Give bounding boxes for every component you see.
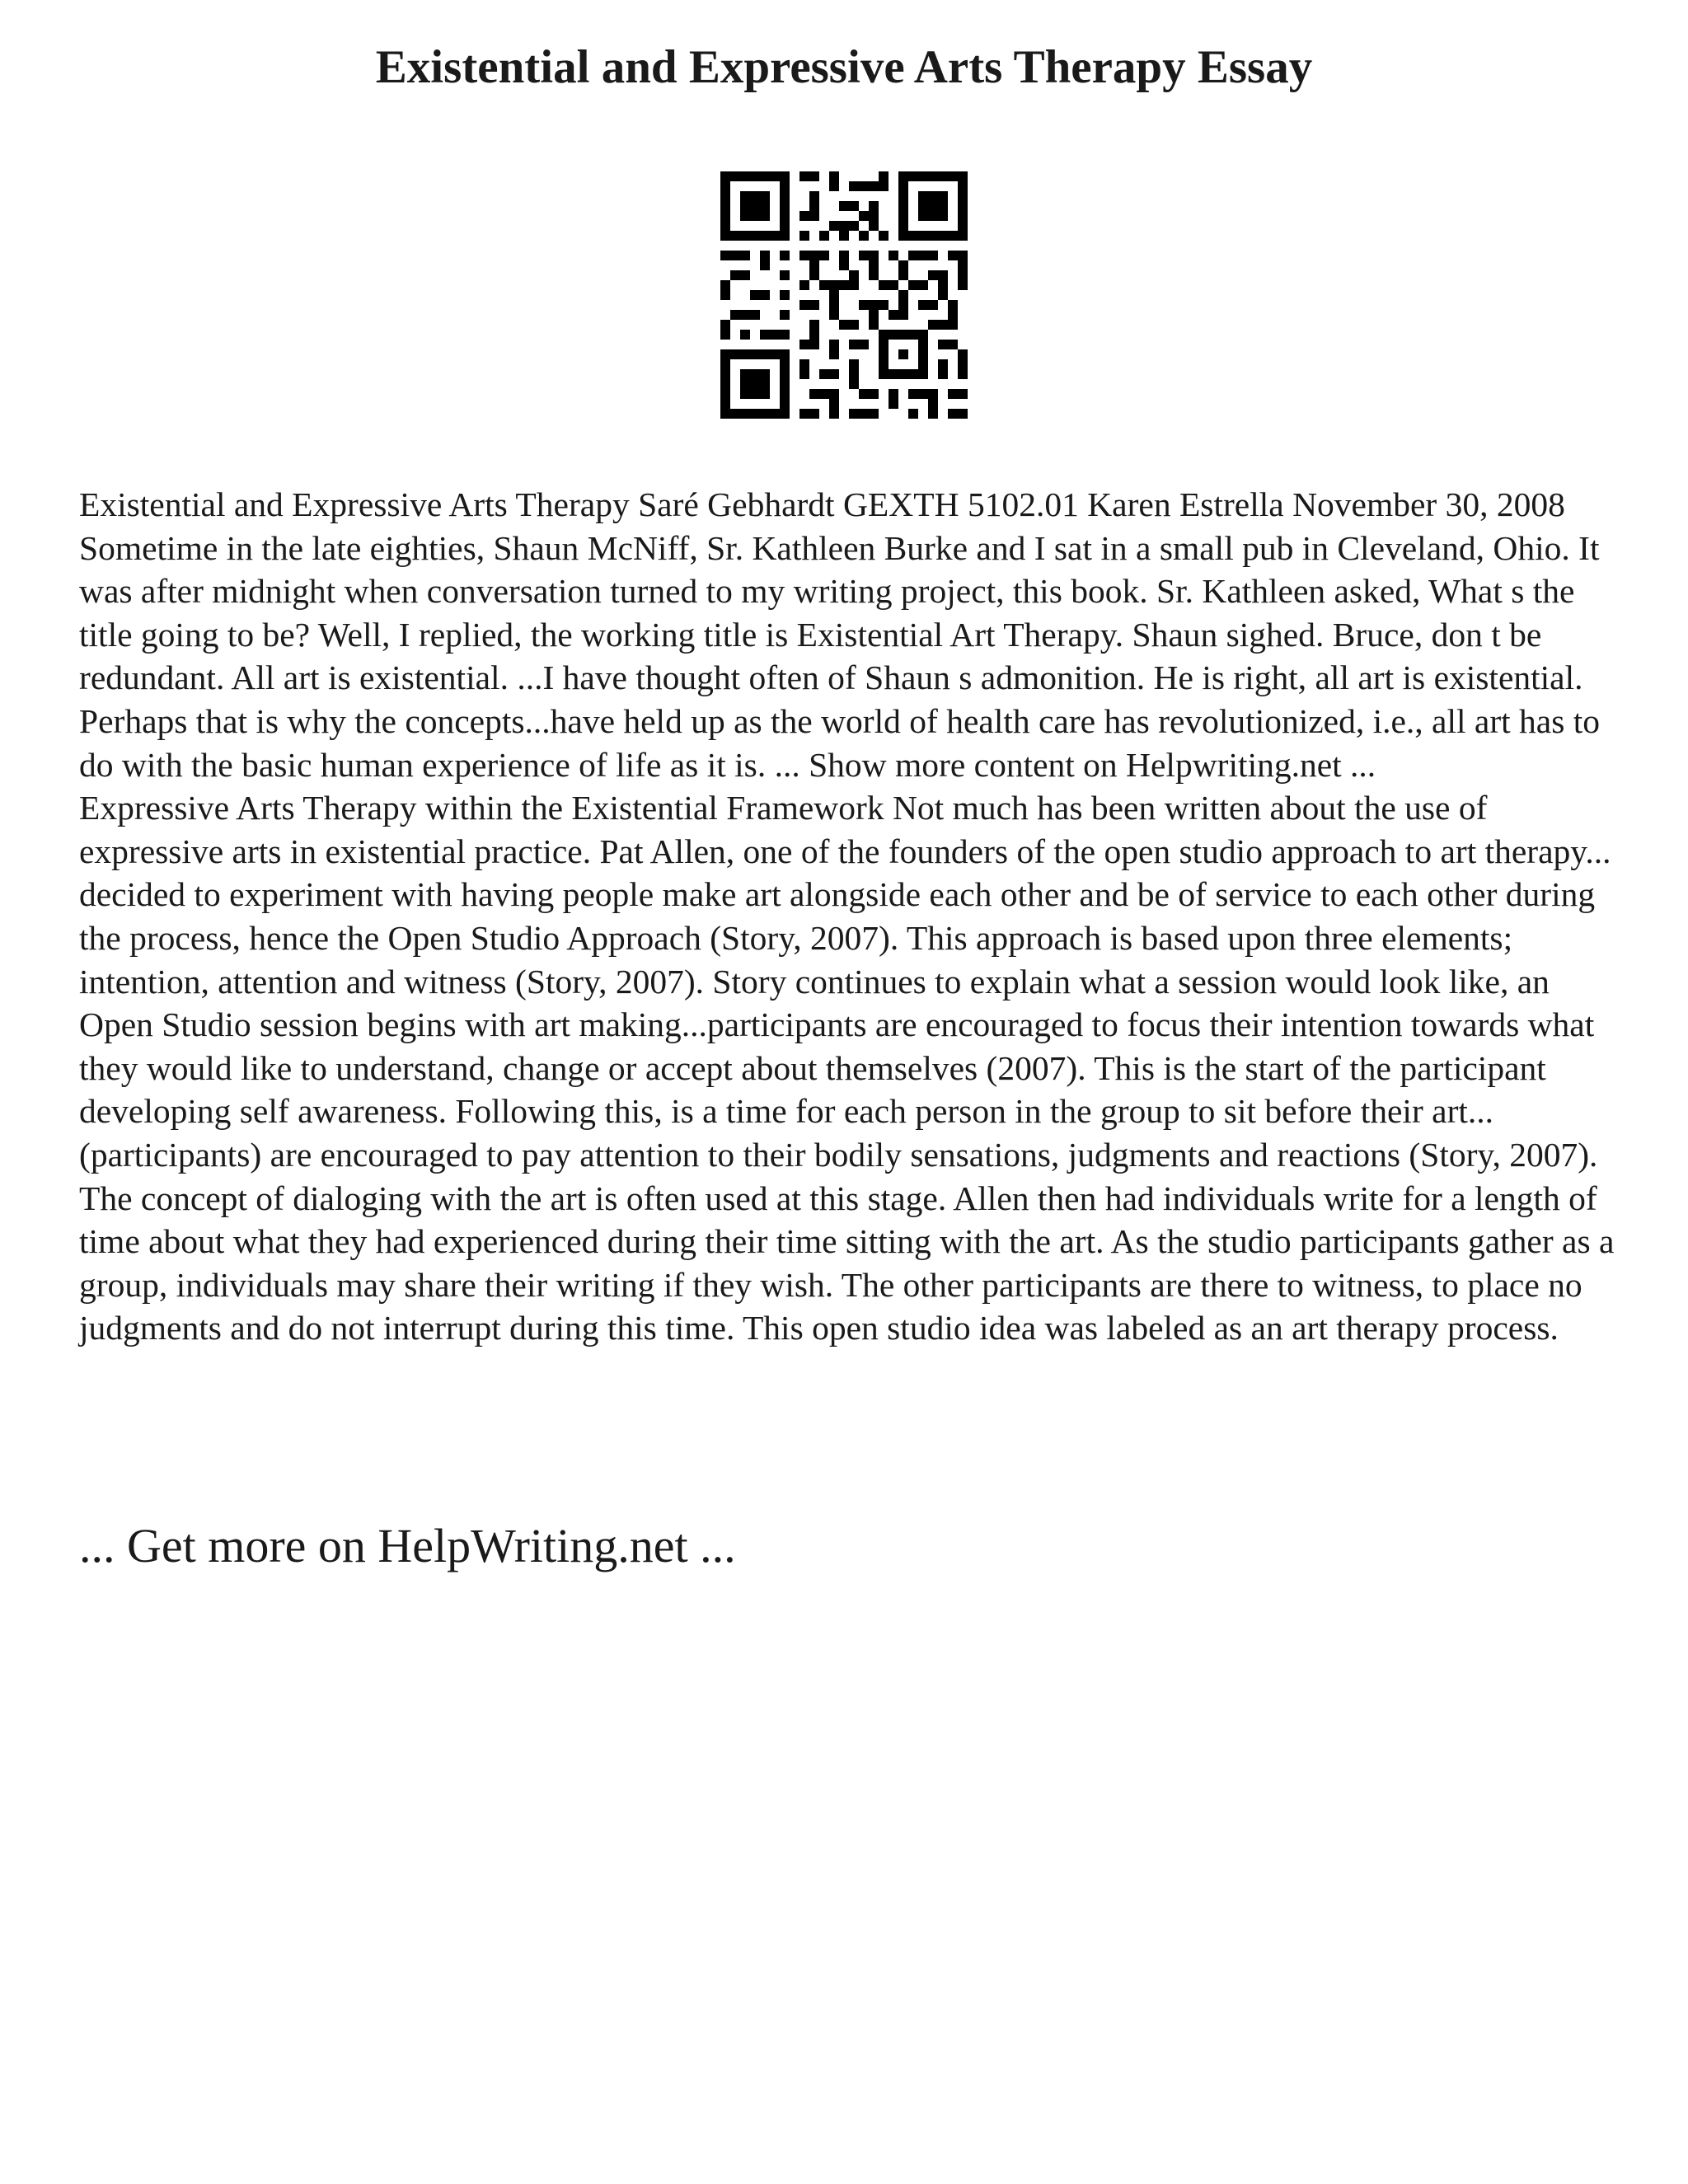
get-more-link[interactable]: ... Get more on HelpWriting.net ... <box>79 1519 736 1572</box>
essay-paragraph-1: Existential and Expressive Arts Therapy Saré Gebhardt GEXTH 5102.01 Karen Estrella November 30, 2008 Sometime in the late eighties, Shaun McNiff, Sr. Kathleen Burke and I sat in a small pub in Cleveland, Ohio. It was after midnight when conversation turned to my writing project, this book. Sr. Kathleen asked, What s the title going to be? Well, I replied, the working title is Existential Art Therapy. Shaun sighed. Bruce, don t be redundant. All art is existential. ...I have thought often of Shaun s admonition. He is right, all art is existential. Perhaps that is why the concepts...have held up as the world of health care has revolutionized, i.e., all art has to do with the basic human experience of life as it is. ... Show more content on Helpwriting.net ... <box>79 485 1601 784</box>
essay-paragraph-2: Expressive Arts Therapy within the Existential Framework Not much has been written about the use of expressive arts in existential practice. Pat Allen, one of the founders of the open studio approach to art therapy... decided to experiment with having people make art alongside each other and be of service to each other during the process, hence the Open Studio Approach (Story, 2007). This approach is based upon three elements; intention, attention and witness (Story, 2007). Story continues to explain what a session would look like, an Open Studio session begins with art making...participants are encouraged to focus their intention towards what they would like to understand, change or accept about themselves (2007). This is the start of the participant developing self awareness. Following this, is a time for each person in the group to sit before their art... (participants) are encouraged to pay attention to their bodily sensations, judgments and reactions (Story, 2007). The concept of dialoging with the art is often used at this stage. Allen then had individuals write for a length of time about what they had experienced during their time sitting with the art. As the studio participants gather as a group, individuals may share their writing if they wish. The other participants are there to witness, to place no judgments and do not interrupt during this time. This open studio idea was labeled as an art therapy process. <box>79 789 1615 1347</box>
page-title: Existential and Expressive Arts Therapy Essay <box>375 41 1313 93</box>
essay-body <box>79 483 1629 1350</box>
qr-code-icon[interactable] <box>720 171 968 419</box>
